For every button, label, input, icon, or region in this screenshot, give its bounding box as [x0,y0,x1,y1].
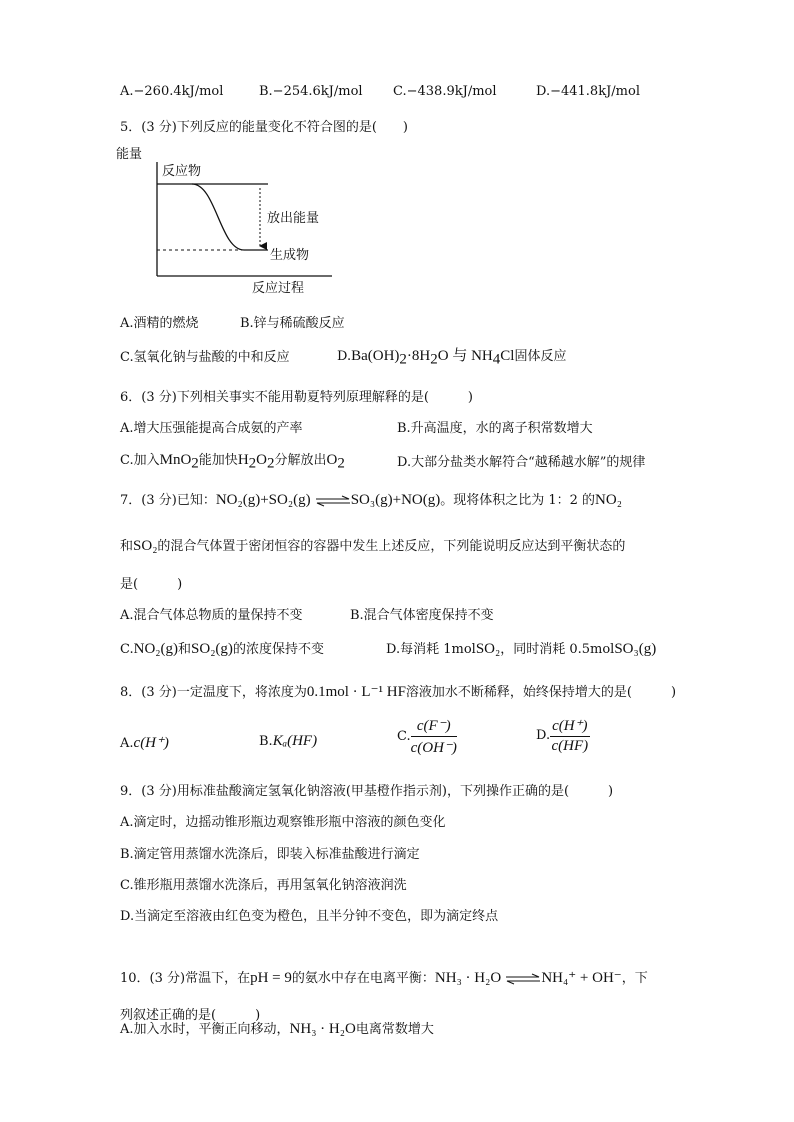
equilibrium-arrows-icon [505,973,541,985]
y-axis-label: 能量 [116,147,143,162]
energy-label: 放出能量 [267,211,320,226]
q9-option-d: D.当滴定至溶液由红色变为橙色，且半分钟不变色，即为滴定终点 [120,909,499,924]
q6-option-b: B.升高温度，水的离子积常数增大 [397,421,593,436]
q6-option-a: A.增大压强能提高合成氨的产率 [120,421,303,436]
q8-stem: 8．(3 分)一定温度下，将浓度为0.1mol · L⁻¹ HF溶液加水不断稀释，始终保持增大的是( ) [120,684,677,700]
q6-option-d: D.大部分盐类水解符合“越稀越水解”的规律 [397,455,646,470]
fraction: $\frac{c(F^-)}{c(OH^-)}$ [410,718,457,756]
energy-diagram [110,138,340,298]
fraction: $\frac{c(H^+)}{c(HF)}$ [551,718,589,754]
q7-option-c: C.NO₂(g)和SO₂(g)的浓度保持不变 [120,641,324,657]
q6-stem: 6．(3 分)下列相关事实不能用勒夏特列原理解释的是( ) [120,390,473,405]
q7-line2: 和SO₂的混合气体置于密闭恒容的容器中发生上述反应，下列能说明反应达到平衡状态的 [120,538,626,554]
q5-stem: 5．(3 分)下列反应的能量变化不符合图的是( ) [120,120,408,135]
q10-option-a: A.加入水时，平衡正向移动，NH₃ · H₂O电离常数增大 [120,1021,434,1037]
q4-option-d: D.−441.8kJ/mol [536,84,640,99]
q7-line1: 7．(3 分)已知：NO₂(g)+SO₂(g) SO₃(g)+NO(g)。现将体积之比为 1：2 的NO₂ [120,492,622,508]
q9-stem: 9．(3 分)用标准盐酸滴定氢氧化钠溶液(甲基橙作指示剂)，下列操作正确的是( ) [120,784,614,799]
q5-option-a: A.酒精的燃烧 [120,316,199,331]
q8-option-b: B.Kₐ(HF) [259,733,318,749]
q10-line2-visible: 列叙述正确的是( ) [120,1008,261,1023]
q6-option-c: C.加入MnO$_2$能加快$H_2O_2$分解放出$O_2$ [120,452,345,472]
q9-option-a: A.滴定时，边摇动锥形瓶边观察锥形瓶中溶液的颜色变化 [120,815,446,830]
q7-option-a: A.混合气体总物质的量保持不变 [120,608,303,623]
product-label: 生成物 [270,248,310,263]
q4-option-a: A.−260.4kJ/mol [120,84,224,99]
q7-option-b: B.混合气体密度保持不变 [350,608,494,623]
x-axis-label: 反应过程 [252,281,305,296]
reactant-label: 反应物 [162,164,202,179]
q4-option-b: B.−254.6kJ/mol [259,84,363,99]
q9-option-b: B.滴定管用蒸馏水洗涤后，即装入标准盐酸进行滴定 [120,847,420,862]
q10-line1: 10．(3 分)常温下，在pH = 9的氨水中存在电离平衡：NH₃ · H₂O NH₄⁺ + OH⁻，下 [120,970,648,986]
energy-curve [192,184,268,250]
q5-option-c: C.氢氧化钠与盐酸的中和反应 [120,350,290,365]
equilibrium-arrows-icon [315,495,351,507]
q8-option-d: D. $\frac{c(H^+)}{c(HF)}$ [536,718,589,754]
q4-option-c: C.−438.9kJ/mol [393,84,497,99]
q5-option-d: $D.Ba(OH)_2\cdot 8H_2O$ 与 $NH_4Cl$固体反应 [337,348,567,368]
q5-option-b: B.锌与稀硫酸反应 [240,316,345,331]
q9-option-c: C.锥形瓶用蒸馏水洗涤后，再用氢氧化钠溶液润洗 [120,878,407,893]
q7-option-d: D.每消耗 1molSO₂，同时消耗 0.5molSO₃(g) [386,641,657,657]
q7-line3: 是( ) [120,577,183,592]
q8-option-c: C. $\frac{c(F^-)}{c(OH^-)}$ [397,718,457,756]
q8-option-a: A.c(H⁺) [120,735,169,751]
